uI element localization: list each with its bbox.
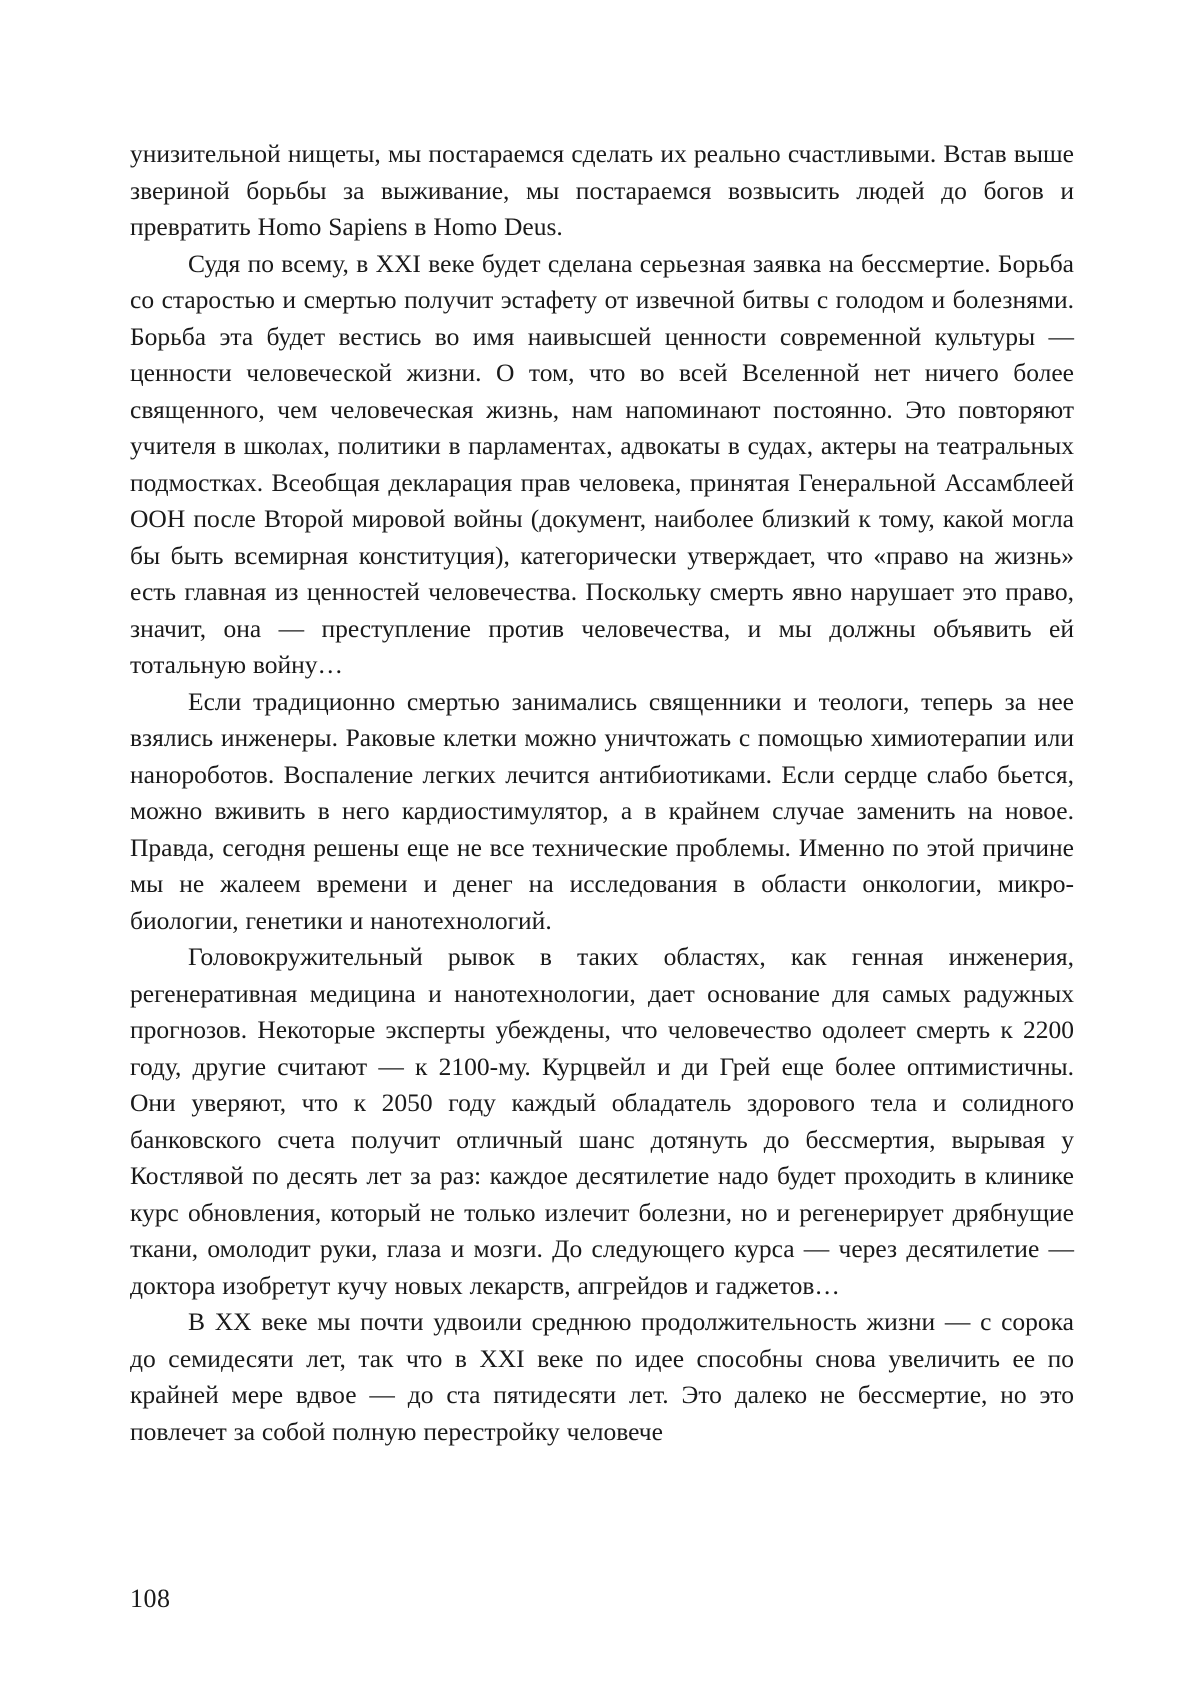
paragraph-immortality-claim: Судя по всему, в XXI веке будет сделана серьезная заявка на бессмертие. Борьба со старостью и смертью получит эстафету от извечной битвы с голодом и болезнями. Борьба эта будет вестись во имя наивысшей ценности современной культуры — ценности человеческой жизни. О том, что во всей Вселенной нет ничего более священного, чем человеческая жизнь, нам напоминают постоянно. Это повторяют учителя в школах, политики в парламентах, адвокаты в судах, актеры на театральных подмостках. Всеобщая декларация прав человека, принятая Генеральной Ассамблеей ООН после Второй мировой войны (документ, наиболее близкий к тому, какой могла бы быть всемирная конституция), категорически утверждает, что «право на жизнь» есть главная из ценностей человечества. Поскольку смерть явно нарушает это право, значит, она — преступление против человечества, и мы должны объявить ей тотальную войну… <box>130 248 1074 679</box>
paragraph-forecasts: Головокружительный рывок в таких областях, как генная инженерия, регенеративная медицина и нанотехнологии, дает основание для самых радужных прогнозов. Некоторые эксперты убеждены, что человечество одолеет смерть к 2200 году, другие считают — к 2100-му. Курцвейл и ди Грей еще более оптимистичны. Они уверяют, что к 2050 году каждый обладатель здорового тела и солидного банковского счета получит отличный шанс дотянуть до бессмертия, вырывая у Костлявой по десять лет за раз: каждое десятилетие надо будет проходить в клинике курс обновления, который не только излечит болезни, но и регенерирует дрябнущие ткани, омолодит руки, глаза и мозги. До следующего курса — через десятилетие — доктора изобретут кучу новых лекарств, апгрейдов и гаджетов… <box>130 942 1074 1300</box>
paragraph-continuation: унизительной нищеты, мы постараемся сделать их реально счастливыми. Встав выше звериной борьбы за выживание, мы постараемся возвысить людей до богов и превратить Homo Sapiens в Homo Deus. <box>130 139 1074 241</box>
page-number: 108 <box>130 1584 171 1613</box>
paragraph-engineers: Если традиционно смертью занимались священники и теологи, теперь за нее взялись инженеры. Раковые клетки можно уничтожать с помощью химиотерапии или нанороботов. Воспаление легких лечится антибиотиками. Если сердце слабо бьется, можно вживить в него кардиостимулятор, а в крайнем случае заменить на новое. Правда, сегодня решены еще не все технические проблемы. Именно по этой причине мы не жалеем времени и денег на исследования в области онкологии, микробиологии, генетики и нанотехнологий. <box>130 686 1074 935</box>
paragraph-life-expectancy: В XX веке мы почти удвоили среднюю продолжительность жизни — с сорока до семидесяти лет, так что в XXI веке по идее способны снова увеличить ее по крайней мере вдвое — до ста пятидесяти лет. Это далеко не бессмертие, но это повлечет за собой полную перестройку человече <box>130 1307 1074 1446</box>
body-text <box>130 136 1074 1450</box>
